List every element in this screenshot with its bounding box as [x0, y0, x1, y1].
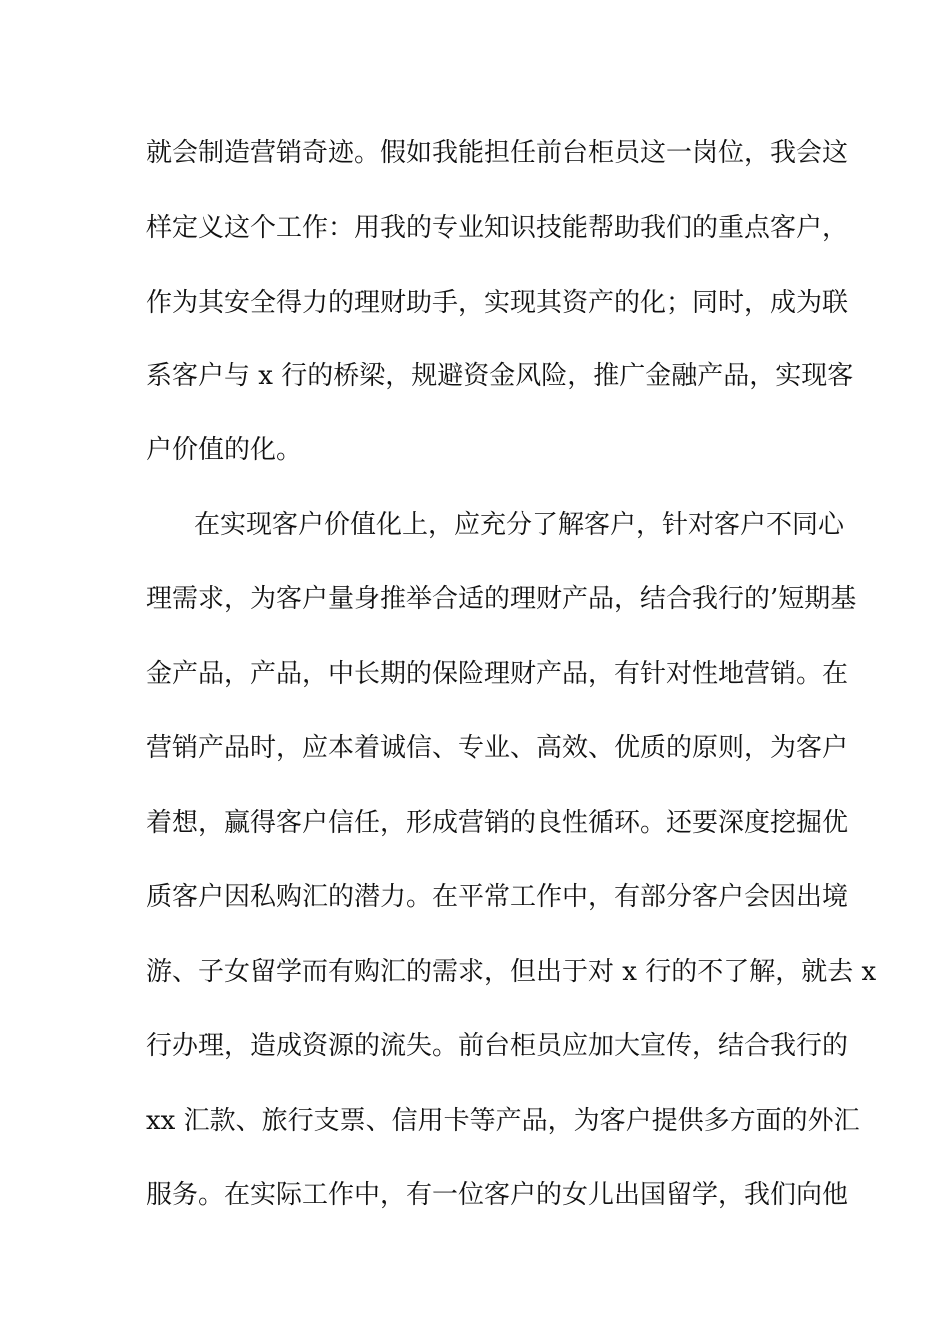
text-line: 营销产品时，应本着诚信、专业、高效、优质的原则，为客户: [146, 733, 849, 763]
text-line: 理需求，为客户量身推举合适的理财产品，结合我行的’短期基: [146, 584, 857, 614]
text-line: xx 汇款、旅行支票、信用卡等产品，为客户提供多方面的外汇: [146, 1106, 860, 1136]
text-line: 系客户与 x 行的桥梁，规避资金风险，推广金融产品，实现客: [146, 361, 854, 391]
text-line: 着想，赢得客户信任，形成营销的良性循环。还要深度挖掘优: [146, 808, 849, 838]
text-line: 服务。在实际工作中，有一位客户的女儿出国留学，我们向他: [146, 1180, 849, 1210]
text-line: 质客户因私购汇的潜力。在平常工作中，有部分客户会因出境: [146, 882, 849, 912]
text-line: 就会制造营销奇迹。假如我能担任前台柜员这一岗位，我会这: [146, 138, 849, 168]
text-line: 作为其安全得力的理财助手，实现其资产的化；同时，成为联: [146, 288, 849, 318]
text-line: 金产品，产品，中长期的保险理财产品，有针对性地营销。在: [146, 659, 849, 689]
text-line: 行办理，造成资源的流失。前台柜员应加大宣传，结合我行的: [146, 1031, 849, 1061]
text-line: 在实现客户价值化上，应充分了解客户，针对客户不同心: [194, 510, 845, 540]
text-line: 样定义这个工作：用我的专业知识技能帮助我们的重点客户，: [146, 213, 849, 243]
text-line: 游、子女留学而有购汇的需求，但出于对 x 行的不了解，就去 x: [146, 957, 877, 987]
text-line: 户价值的化。: [146, 435, 303, 465]
